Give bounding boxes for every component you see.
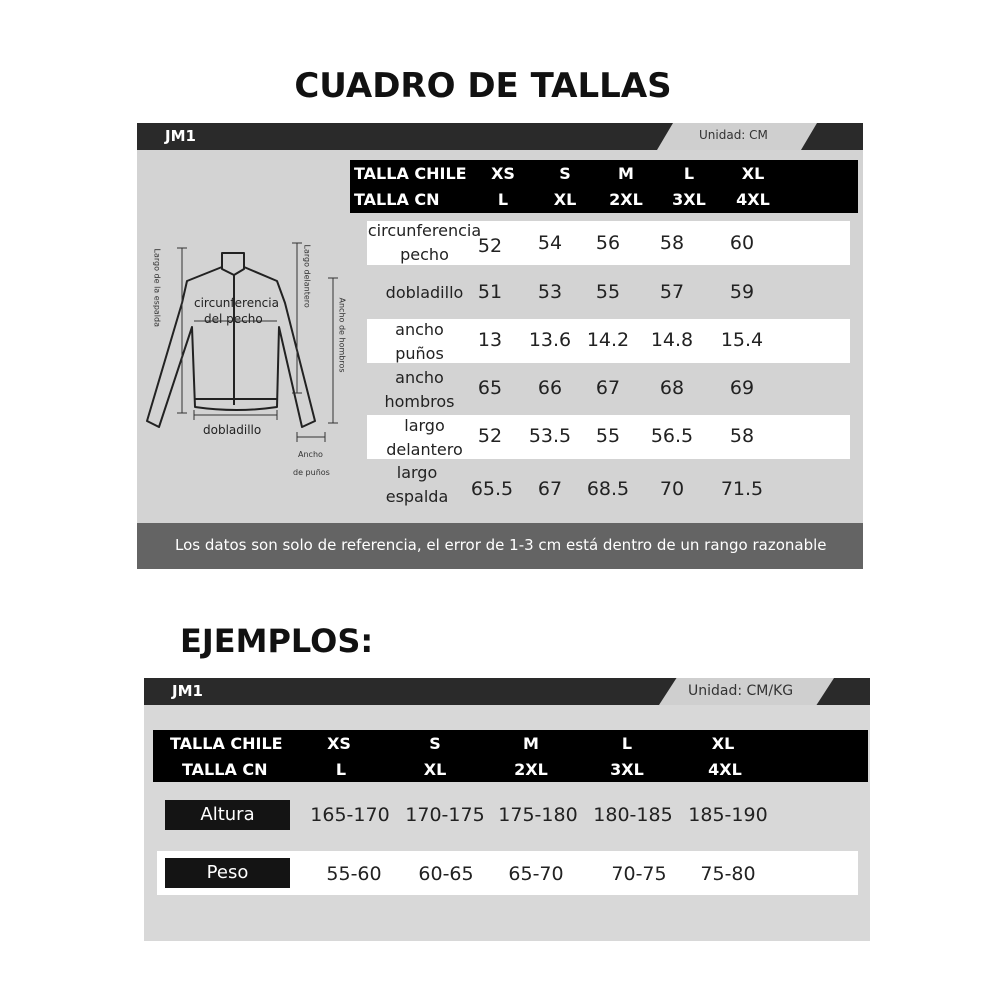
row-value: 13.6 [528,329,572,351]
examples-title: EJEMPLOS: [180,622,374,660]
row-value: 58 [729,425,755,447]
row-value: 56.5 [650,425,694,447]
examples-panel [144,678,870,941]
size-chile-s: S [429,734,441,753]
row-value: 65 [477,377,503,399]
row-value: 52 [477,425,503,447]
chart-code: JM1 [165,127,196,145]
size-cn-3xl: 3XL [610,760,644,779]
row-value: 165-170 [310,804,390,826]
jacket-diagram [137,223,352,483]
size-chart-panel [137,123,863,569]
row-value: 53 [537,281,563,303]
size-chile-xs: XS [327,734,351,753]
row-value: 68.5 [586,478,630,500]
examples-header [144,678,870,705]
size-chart-header [137,123,863,150]
row-label-1: largo [404,416,445,435]
measure-row-hem [367,271,850,315]
unit-label: Unidad: CM/KG [688,683,794,699]
size-cn-3xl: 3XL [672,190,706,209]
row-value: 65-70 [508,863,564,885]
diagram-chest-label-1: circunferencia [194,296,279,310]
disclaimer-text: Los datos son solo de referencia, el error de 1-3 cm está dentro de un rango razonable [175,536,827,554]
diagram-cuff-label-2: de puños [293,468,330,477]
row-value: 170-175 [405,804,485,826]
row-value: 58 [659,232,685,254]
row-label-tag: Peso [165,858,290,888]
example-row-height [157,792,857,836]
size-chile-m: M [523,734,539,753]
size-chile-xs: XS [491,164,515,183]
size-header-bar [350,160,858,213]
row-value: 51 [477,281,503,303]
measure-row-cuff [367,319,850,363]
measure-row-shoulders [367,367,850,411]
size-row-cn-label: TALLA CN [182,760,268,779]
measure-row-front-length [367,415,850,459]
row-value: 67 [595,377,621,399]
diagram-hem-label: dobladillo [203,423,262,437]
size-cn-xl: XL [423,760,447,779]
row-value: 52 [477,235,503,257]
measure-row-chest [367,221,850,265]
unit-label: Unidad: CM [699,128,768,142]
chart-code: JM1 [172,682,203,700]
size-row-chile-label: TALLA CHILE [354,164,467,183]
row-value: 60-65 [418,863,474,885]
row-value: 67 [537,478,563,500]
row-value: 65.5 [470,478,514,500]
row-label-1: largo [396,463,438,482]
row-value: 55 [595,425,621,447]
size-cn-4xl: 4XL [736,190,770,209]
row-value: 57 [659,281,685,303]
diagram-back-length-label: Largo de la espalda [152,248,162,328]
diagram-chest-label-2: del pecho [204,312,263,326]
measure-row-back-length [367,463,850,507]
row-value: 75-80 [700,863,756,885]
row-value: 15.4 [720,329,764,351]
row-value: 14.8 [650,329,694,351]
row-value: 175-180 [498,804,578,826]
row-value: 70 [659,478,685,500]
example-row-weight [157,851,858,895]
row-value: 59 [729,281,755,303]
page-title: CUADRO DE TALLAS [294,66,672,106]
diagram-shoulder-width-label: Ancho de hombros [337,297,347,373]
row-label-1: circunferencia [367,221,482,240]
row-label-1: ancho [395,320,444,339]
size-cn-l: L [335,760,347,779]
row-value: 60 [729,232,755,254]
size-chile-s: S [559,164,571,183]
size-chile-xl: XL [741,164,765,183]
size-chile-xl: XL [711,734,735,753]
row-label-2: puños [395,344,444,363]
row-label-tag: Altura [165,800,290,830]
row-value: 71.5 [720,478,764,500]
size-row-cn-label: TALLA CN [354,190,440,209]
size-chile-l: L [683,164,695,183]
row-value: 14.2 [586,329,630,351]
size-cn-xl: XL [553,190,577,209]
diagram-front-length-label: Largo delantero [302,244,312,308]
disclaimer-footer [137,523,863,569]
size-cn-2xl: 2XL [514,760,548,779]
size-chile-l: L [621,734,633,753]
row-label-1: dobladillo [385,283,464,302]
size-row-chile-label: TALLA CHILE [170,734,283,753]
diagram-cuff-label-1: Ancho [298,450,323,459]
row-label-2: delantero [386,440,463,459]
row-value: 56 [595,232,621,254]
size-cn-2xl: 2XL [609,190,643,209]
row-value: 53.5 [528,425,572,447]
row-value: 55 [595,281,621,303]
row-label-2: pecho [400,245,449,264]
row-label-1: ancho [395,368,444,387]
size-cn-l: L [497,190,509,209]
size-header-bar [153,730,868,782]
row-label-2: espalda [385,487,449,506]
size-cn-4xl: 4XL [708,760,742,779]
row-value: 68 [659,377,685,399]
size-chile-m: M [618,164,634,183]
row-value: 69 [729,377,755,399]
row-value: 55-60 [326,863,382,885]
row-value: 180-185 [593,804,673,826]
row-label-2: hombros [384,392,455,411]
row-value: 54 [537,232,563,254]
row-value: 70-75 [611,863,667,885]
row-value: 66 [537,377,563,399]
row-value: 185-190 [688,804,768,826]
row-value: 13 [477,329,503,351]
